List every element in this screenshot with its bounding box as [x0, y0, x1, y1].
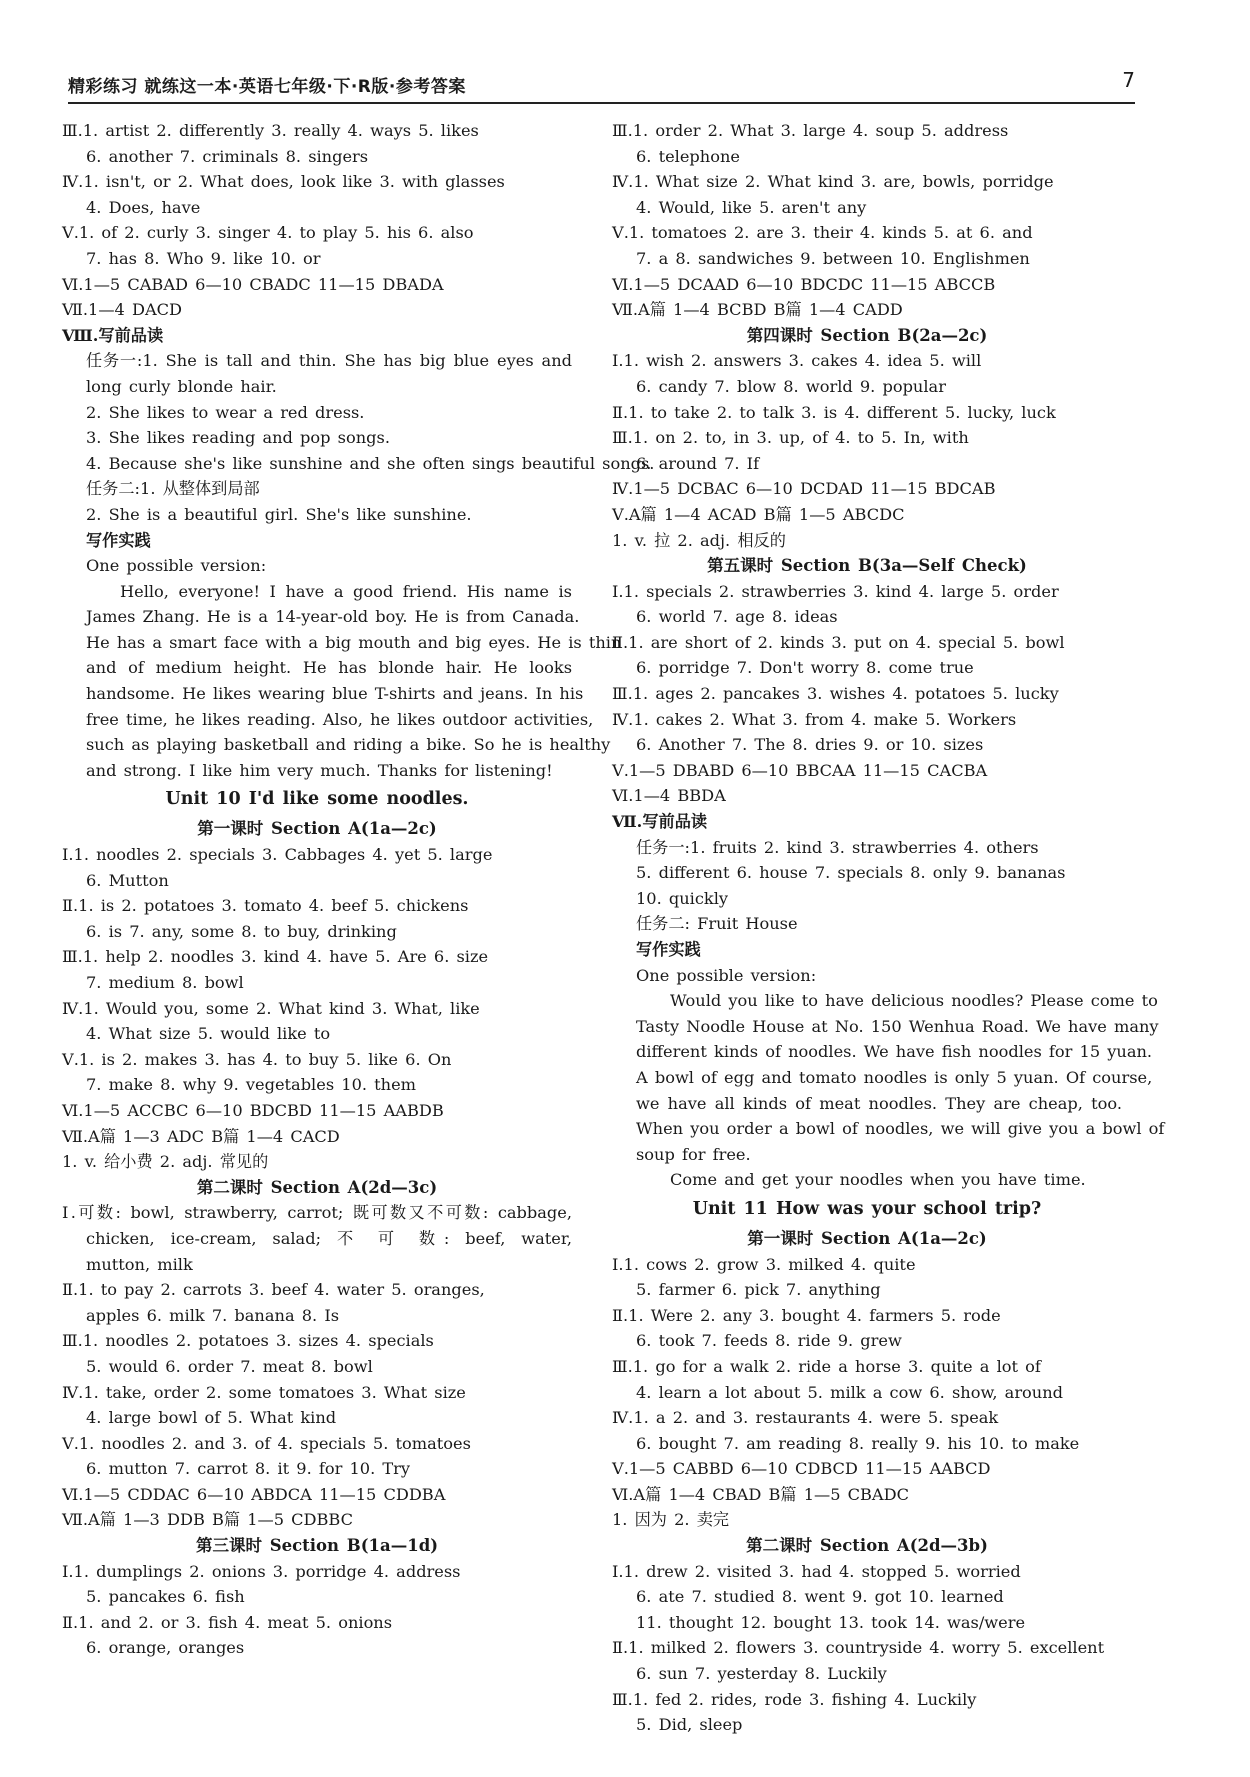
answer-line: 6. world 7. age 8. ideas	[636, 607, 838, 627]
answer-line: Ⅰ.1. wish 2. answers 3. cakes 4. idea 5. will	[612, 351, 982, 371]
answer-line: Ⅰ.1. noodles 2. specials 3. Cabbages 4. yet 5. large	[62, 845, 493, 865]
answer-line: Ⅶ.A篇 1—3 ADC B篇 1—4 CACD	[62, 1126, 340, 1146]
answer-line: 4. Does, have	[86, 197, 201, 217]
answer-line: Ⅱ.1. is 2. potatoes 3. tomato 4. beef 5. chickens	[62, 896, 469, 916]
answer-line: 5. different 6. house 7. specials 8. only 9. bananas	[636, 863, 1066, 883]
answer-line: Ⅱ.1. and 2. or 3. fish 4. meat 5. onions	[62, 1612, 393, 1632]
answer-line: Ⅰ.1. cows 2. grow 3. milked 4. quite	[612, 1254, 916, 1274]
answer-line: 5. pancakes 6. fish	[86, 1587, 245, 1607]
answer-line: 2. She is a beautiful girl. She's like sunshine.	[86, 504, 472, 524]
answer-line: Ⅵ.A篇 1—4 CBAD B篇 1—5 CBADC	[612, 1484, 909, 1504]
page-header	[68, 68, 1135, 104]
answer-line: James Zhang. He is a 14-year-old boy. He is from Canada.	[86, 607, 580, 627]
answer-line: Come and get your noodles when you have time.	[670, 1170, 1086, 1190]
answer-line: 6. orange, oranges	[86, 1638, 245, 1658]
answer-line: Ⅰ.1. specials 2. strawberries 3. kind 4. large 5. order	[612, 581, 1059, 601]
answer-line: 2. She likes to wear a red dress.	[86, 402, 365, 422]
answer-line: 4. Would, like 5. aren't any	[636, 197, 867, 217]
answer-line: Ⅴ.1. of 2. curly 3. singer 4. to play 5. his 6. also	[62, 223, 474, 243]
answer-line: Ⅳ.1. isn't, or 2. What does, look like 3. with glasses	[62, 172, 505, 192]
answer-line: Ⅰ.1. drew 2. visited 3. had 4. stopped 5. worried	[612, 1561, 1021, 1581]
answer-line: Ⅵ.1—5 CABAD 6—10 CBADC 11—15 DBADA	[62, 274, 444, 294]
answer-line: Ⅵ.1—4 BBDA	[612, 786, 726, 806]
right-column	[612, 118, 1165, 1738]
answer-line: 6. telephone	[636, 146, 740, 166]
answer-line: 1. v. 给小费 2. adj. 常见的	[62, 1152, 269, 1172]
answer-line: Ⅴ.1. is 2. makes 3. has 4. to buy 5. like 6. On	[62, 1049, 452, 1069]
header-title: 精彩练习 就练这一本·英语七年级·下·R版·参考答案	[68, 77, 466, 97]
answer-line: One possible version:	[86, 556, 267, 576]
answer-line: He has a smart face with a big mouth and big eyes. He is thin	[86, 632, 622, 652]
answer-line: 4. What size 5. would like to	[86, 1024, 331, 1044]
answer-line: Ⅲ.1. order 2. What 3. large 4. soup 5. address	[612, 121, 1009, 140]
answer-line: A bowl of egg and tomato noodles is only 5 yuan. Of course,	[636, 1067, 1153, 1087]
answer-line: 4. learn a lot about 5. milk a cow 6. show, around	[636, 1382, 1064, 1402]
answer-line: Ⅱ.1. Were 2. any 3. bought 4. farmers 5. rode	[612, 1305, 1001, 1325]
answer-line: 第一课时 Section A(1a—2c)	[747, 1228, 987, 1248]
answer-line: Ⅱ.1. to pay 2. carrots 3. beef 4. water 5. oranges,	[62, 1280, 485, 1300]
answer-line: Ⅵ.1—5 ACCBC 6—10 BDCBD 11—15 AABDB	[62, 1100, 444, 1120]
answer-line: Ⅵ.1—5 DCAAD 6—10 BDCDC 11—15 ABCCB	[612, 274, 996, 294]
answer-line: 10. quickly	[636, 888, 729, 908]
answer-line: 1. 因为 2. 卖完	[612, 1510, 730, 1530]
answer-line: 6. another 7. criminals 8. singers	[86, 146, 369, 166]
answer-line: Ⅳ.1. cakes 2. What 3. from 4. make 5. Workers	[612, 709, 1017, 729]
answer-line: Ⅲ.1. ages 2. pancakes 3. wishes 4. potatoes 5. lucky	[612, 684, 1059, 704]
answer-line: Ⅱ.1. to take 2. to talk 3. is 4. different 5. lucky, luck	[612, 402, 1056, 422]
answer-line: 5. would 6. order 7. meat 8. bowl	[86, 1356, 373, 1376]
answer-line: Ⅴ.A篇 1—4 ACAD B篇 1—5 ABCDC	[612, 504, 905, 524]
answer-line: Hello, everyone! I have a good friend. His name is	[120, 581, 572, 601]
answer-line: Ⅲ.1. on 2. to, in 3. up, of 4. to 5. In, with	[612, 428, 969, 448]
answer-line: and of medium height. He has blonde hair. He looks	[86, 658, 572, 678]
answer-line: 6. around 7. If	[636, 453, 760, 473]
answer-line: 第三课时 Section B(1a—1d)	[195, 1536, 439, 1556]
answer-line: 6. Another 7. The 8. dries 9. or 10. sizes	[636, 735, 984, 755]
answer-line: and strong. I like him very much. Thanks for listening!	[86, 760, 553, 780]
answer-line: 写作实践	[636, 940, 701, 959]
answer-line: 7. make 8. why 9. vegetables 10. them	[86, 1075, 417, 1095]
answer-line: 6. mutton 7. carrot 8. it 9. for 10. Try	[86, 1459, 411, 1479]
answer-line: 第一课时 Section A(1a—2c)	[197, 819, 437, 839]
answer-line: free time, he likes reading. Also, he likes outdoor activities,	[86, 709, 594, 729]
answer-line: Ⅳ.1—5 DCBAC 6—10 DCDAD 11—15 BDCAB	[612, 479, 996, 499]
answer-line: 任务一:1. She is tall and thin. She has big blue eyes and	[86, 351, 572, 371]
answer-line: 5. farmer 6. pick 7. anything	[636, 1280, 881, 1300]
answer-line: Ⅷ.写前品读	[62, 325, 164, 345]
answer-line: 6. took 7. feeds 8. ride 9. grew	[636, 1331, 902, 1351]
answer-line: 3. She likes reading and pop songs.	[86, 428, 390, 448]
answer-line: long curly blonde hair.	[86, 376, 277, 396]
answer-line: 第二课时 Section A(2d—3c)	[196, 1177, 438, 1197]
answer-line: 6. ate 7. studied 8. went 9. got 10. learned	[636, 1587, 1004, 1607]
answer-line: 第四课时 Section B(2a—2c)	[746, 325, 988, 345]
answer-line: Ⅵ.1—5 CDDAC 6—10 ABDCA 11—15 CDDBA	[62, 1484, 446, 1504]
answer-line: Tasty Noodle House at No. 150 Wenhua Road. We have many	[636, 1016, 1159, 1036]
answer-line: When you order a bowl of noodles, we will give you a bowl of	[636, 1119, 1165, 1139]
page-number: 7	[1122, 68, 1135, 92]
answer-line: Ⅴ.1—5 CABBD 6—10 CDBCD 11—15 AABCD	[612, 1459, 991, 1479]
answer-line: Ⅲ.1. go for a walk 2. ride a horse 3. quite a lot of	[612, 1356, 1041, 1376]
answer-line: Ⅳ.1. What size 2. What kind 3. are, bowls, porridge	[612, 172, 1054, 192]
answer-line: chicken, ice-cream, salad; 不 可 数: beef, water,	[86, 1228, 572, 1248]
answer-line: handsome. He likes wearing blue T-shirts and jeans. In his	[86, 684, 584, 704]
answer-line: 任务二:1. 从整体到局部	[86, 479, 260, 499]
answer-line: 11. thought 12. bought 13. took 14. was/were	[636, 1612, 1026, 1632]
answer-line: 6. sun 7. yesterday 8. Luckily	[636, 1664, 887, 1684]
answer-line: 7. medium 8. bowl	[86, 973, 244, 992]
answer-line: such as playing basketball and riding a bike. So he is healthy	[86, 735, 611, 755]
answer-line: Ⅶ.1—4 DACD	[62, 300, 182, 320]
answer-line: 任务一:1. fruits 2. kind 3. strawberries 4. others	[636, 837, 1039, 857]
answer-line: 7. a 8. sandwiches 9. between 10. Englishmen	[636, 248, 1030, 268]
answer-line: Ⅴ.1. tomatoes 2. are 3. their 4. kinds 5. at 6. and	[612, 223, 1033, 243]
answer-line: 6. bought 7. am reading 8. really 9. his 10. to make	[636, 1433, 1080, 1453]
answer-line: Ⅶ.A篇 1—4 BCBD B篇 1—4 CADD	[612, 300, 903, 320]
answer-line: Ⅲ.1. fed 2. rides, rode 3. fishing 4. Luckily	[612, 1689, 977, 1709]
answer-line: Ⅶ.A篇 1—3 DDB B篇 1—5 CDBBC	[62, 1510, 353, 1530]
answer-line: mutton, milk	[86, 1254, 193, 1274]
answer-line: One possible version:	[636, 965, 817, 985]
answer-line: different kinds of noodles. We have fish noodles for 15 yuan.	[636, 1042, 1153, 1062]
answer-line: 4. Because she's like sunshine and she often sings beautiful songs.	[86, 453, 655, 473]
answer-line: Ⅱ.1. milked 2. flowers 3. countryside 4. worry 5. excellent	[612, 1638, 1105, 1658]
answer-line: 6. is 7. any, some 8. to buy, drinking	[86, 921, 397, 941]
answer-line: Ⅰ.1. dumplings 2. onions 3. porridge 4. address	[62, 1561, 461, 1581]
answer-line: 5. Did, sleep	[636, 1715, 743, 1735]
answer-line: soup for free.	[636, 1144, 751, 1164]
answer-line: 1. v. 拉 2. adj. 相反的	[612, 530, 786, 550]
answer-line: Ⅴ.1. noodles 2. and 3. of 4. specials 5. tomatoes	[62, 1433, 471, 1453]
answer-line: Ⅶ.写前品读	[612, 812, 708, 832]
answer-line: Ⅳ.1. a 2. and 3. restaurants 4. were 5. speak	[612, 1408, 999, 1428]
answer-line: Would you like to have delicious noodles? Please come to	[670, 991, 1158, 1011]
answer-line: Ⅳ.1. take, order 2. some tomatoes 3. What size	[62, 1382, 466, 1402]
answer-line: apples 6. milk 7. banana 8. Is	[86, 1305, 340, 1325]
answer-line: Ⅲ.1. artist 2. differently 3. really 4. ways 5. likes	[62, 121, 479, 140]
answer-line: we have all kinds of meat noodles. They are cheap, too.	[636, 1093, 1122, 1113]
answer-line: 写作实践	[86, 530, 151, 550]
answer-line: Ⅲ.1. noodles 2. potatoes 3. sizes 4. specials	[62, 1331, 434, 1351]
answer-line: Unit 11 How was your school trip?	[692, 1198, 1042, 1219]
left-column	[62, 118, 655, 1661]
answer-line: Ⅴ.1—5 DBABD 6—10 BBCAA 11—15 CACBA	[612, 760, 988, 780]
answer-line: 第二课时 Section A(2d—3b)	[746, 1536, 988, 1556]
answer-line: 7. has 8. Who 9. like 10. or	[86, 248, 321, 268]
answer-line: 6. Mutton	[86, 870, 169, 890]
answer-line: Ⅱ.1. are short of 2. kinds 3. put on 4. special 5. bowl	[612, 632, 1065, 652]
answer-line: 任务二: Fruit House	[636, 914, 798, 934]
answer-line: Ⅲ.1. help 2. noodles 3. kind 4. have 5. Are 6. size	[62, 947, 489, 967]
answer-line: 6. candy 7. blow 8. world 9. popular	[636, 376, 946, 396]
answer-line: Ⅳ.1. Would you, some 2. What kind 3. What, like	[62, 998, 480, 1018]
answer-line: 第五课时 Section B(3a—Self Check)	[707, 556, 1027, 576]
answer-line: 4. large bowl of 5. What kind	[86, 1408, 337, 1428]
answer-line: 6. porridge 7. Don't worry 8. come true	[636, 658, 974, 678]
answer-line: Unit 10 I'd like some noodles.	[165, 789, 469, 810]
answer-line: Ⅰ.可数: bowl, strawberry, carrot; 既可数又不可数: cabbage,	[62, 1203, 572, 1223]
